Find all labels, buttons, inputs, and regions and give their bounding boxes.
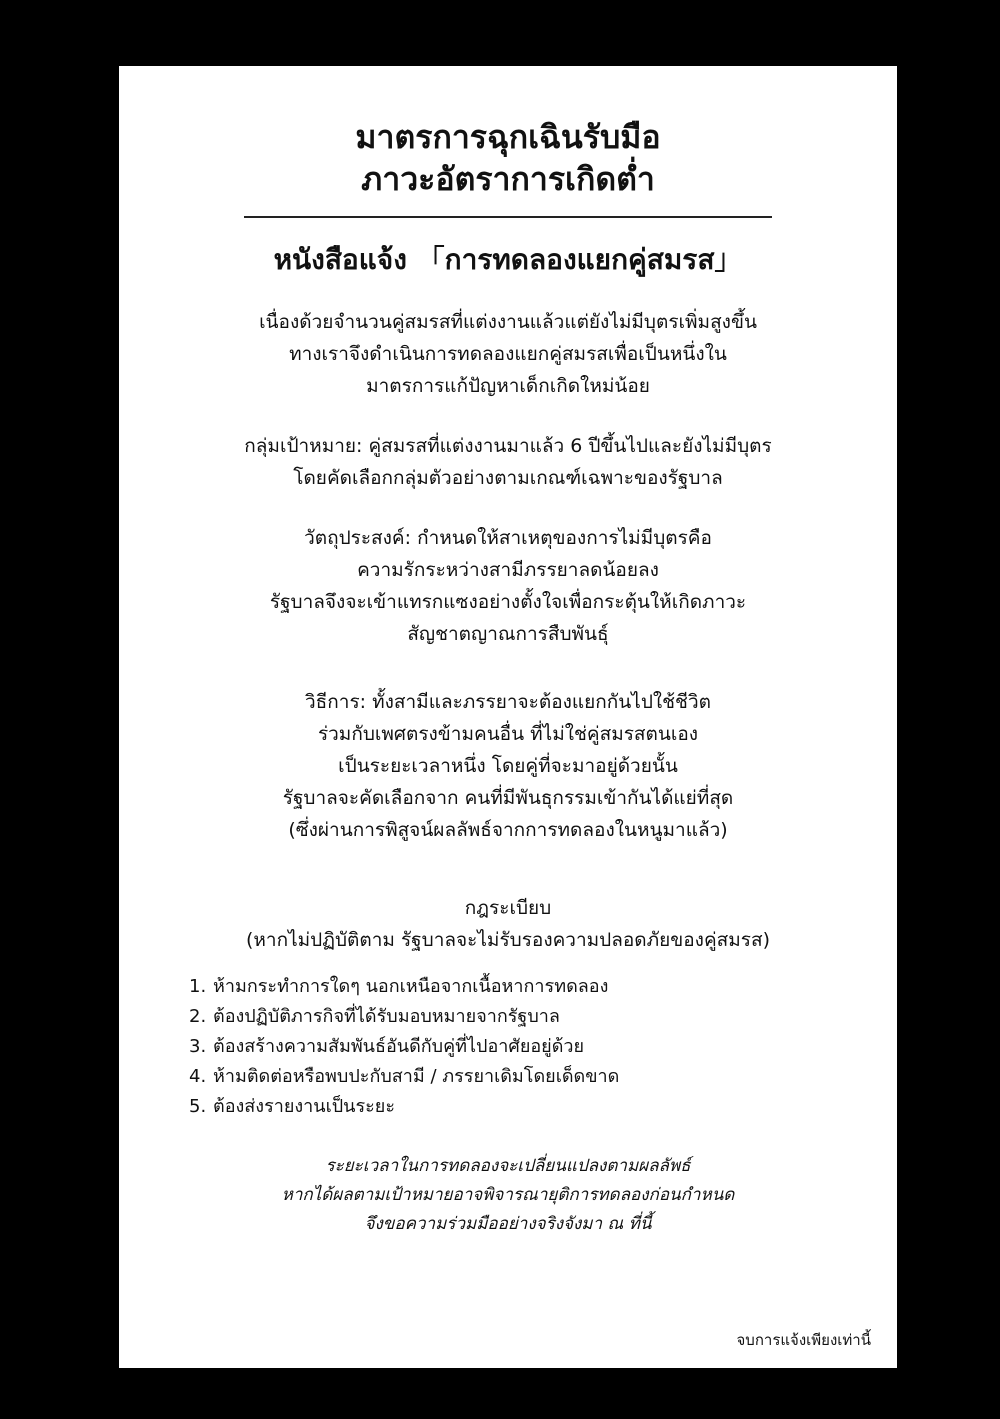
- rules-header: [119, 892, 897, 956]
- objective-line: วัตถุประสงค์: กำหนดให้สาเหตุของการไม่มีบุตรคือ: [304, 527, 712, 549]
- signoff: จบการแจ้งเพียงเท่านี้: [736, 1331, 871, 1349]
- main-title-line-2: ภาวะอัตราการเกิดต่ำ: [361, 160, 655, 198]
- footer-line: หากได้ผลตามเป้าหมายอาจพิจารณายุติการทดลองก่อนกำหนด: [281, 1185, 735, 1205]
- rules-subheading: (หากไม่ปฏิบัติตาม รัฐบาลจะไม่รับรองความปลอดภัยของคู่สมรส): [245, 929, 771, 951]
- rule-number: 3.: [189, 1036, 207, 1057]
- list-item: [189, 972, 897, 1002]
- target-line: กลุ่มเป้าหมาย: คู่สมรสที่แต่งงานมาแล้ว 6 ปีขึ้นไปและยังไม่มีบุตร: [244, 435, 772, 457]
- rule-text: ต้องสร้างความสัมพันธ์อันดีกับคู่ที่ไปอาศัยอยู่ด้วย: [213, 1036, 585, 1057]
- list-item: [189, 1062, 897, 1092]
- rule-number: 4.: [189, 1066, 207, 1087]
- notice-title: หนังสือแจ้ง 「การทดลองแยกคู่สมรส」: [273, 243, 743, 276]
- rule-text: ห้ามกระทำการใดๆ นอกเหนือจากเนื้อหาการทดลอง: [213, 976, 609, 997]
- notice-sheet: [119, 66, 897, 1368]
- target-paragraph: [119, 430, 897, 494]
- footer-line: จึงขอความร่วมมืออย่างจริงจังมา ณ ที่นี้: [364, 1214, 652, 1234]
- method-line: ร่วมกับเพศตรงข้ามคนอื่น ที่ไม่ใช่คู่สมรสตนเอง: [317, 723, 699, 745]
- target-line: โดยคัดเลือกกลุ่มตัวอย่างตามเกณฑ์เฉพาะของรัฐบาล: [293, 467, 723, 489]
- method-paragraph: [119, 686, 897, 846]
- footer-line: ระยะเวลาในการทดลองจะเปลี่ยนแปลงตามผลลัพธ์: [325, 1156, 691, 1176]
- method-line: (ซึ่งผ่านการพิสูจน์ผลลัพธ์จากการทดลองในหนูมาแล้ว): [288, 819, 728, 841]
- list-item: [189, 1092, 897, 1122]
- method-line: เป็นระยะเวลาหนึ่ง โดยคู่ที่จะมาอยู่ด้วยนั้น: [338, 755, 678, 777]
- rule-number: 5.: [189, 1096, 207, 1117]
- divider: [244, 216, 772, 218]
- objective-line: ความรักระหว่างสามีภรรยาลดน้อยลง: [357, 559, 659, 581]
- objective-line: สัญชาตญาณการสืบพันธุ์: [407, 623, 609, 645]
- method-line: วิธีการ: ทั้งสามีและภรรยาจะต้องแยกกันไปใช้ชีวิต: [305, 691, 711, 713]
- rules-list: [189, 972, 897, 1122]
- rule-text: ต้องปฏิบัติภารกิจที่ได้รับมอบหมายจากรัฐบาล: [213, 1006, 560, 1027]
- rule-number: 1.: [189, 976, 207, 997]
- method-line: รัฐบาลจะคัดเลือกจาก คนที่มีพันธุกรรมเข้ากันได้แย่ที่สุด: [282, 787, 734, 809]
- rule-text: ห้ามติดต่อหรือพบปะกับสามี / ภรรยาเดิมโดยเด็ดขาด: [213, 1066, 620, 1087]
- intro-line: มาตรการแก้ปัญหาเด็กเกิดใหม่น้อย: [366, 375, 650, 397]
- main-title-line-1: มาตรการฉุกเฉินรับมือ: [355, 118, 661, 156]
- rule-number: 2.: [189, 1006, 207, 1027]
- objective-paragraph: [119, 522, 897, 650]
- intro-paragraph: [119, 306, 897, 402]
- header: [119, 66, 897, 280]
- footer-note: [119, 1152, 897, 1239]
- list-item: [189, 1002, 897, 1032]
- intro-line: ทางเราจึงดำเนินการทดลองแยกคู่สมรสเพื่อเป็นหนึ่งใน: [289, 343, 727, 365]
- rule-text: ต้องส่งรายงานเป็นระยะ: [213, 1096, 396, 1117]
- rules-heading: กฎระเบียบ: [464, 897, 552, 919]
- objective-line: รัฐบาลจึงจะเข้าแทรกแซงอย่างตั้งใจเพื่อกระตุ้นให้เกิดภาวะ: [269, 591, 747, 613]
- intro-line: เนื่องด้วยจำนวนคู่สมรสที่แต่งงานแล้วแต่ยังไม่มีบุตรเพิ่มสูงขึ้น: [259, 311, 757, 333]
- list-item: [189, 1032, 897, 1062]
